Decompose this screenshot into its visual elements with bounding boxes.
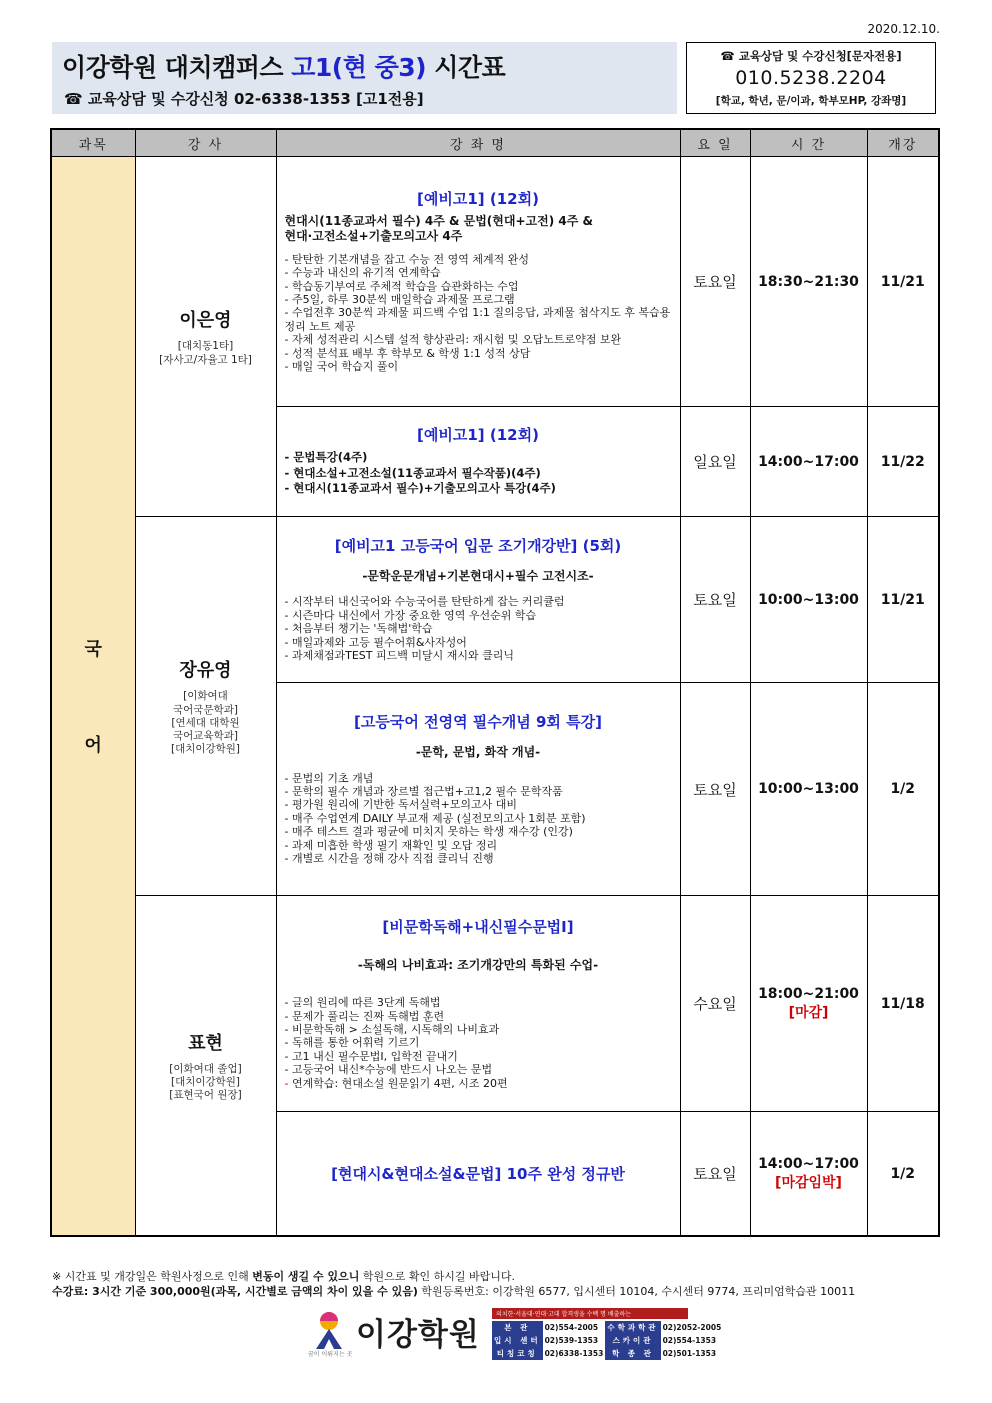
- sms-contact-box: [686, 42, 936, 114]
- course-time: 10:00~13:00: [750, 683, 867, 896]
- page-title: 이강학원 대치캠퍼스 고1(현 중3) 시간표: [62, 53, 506, 82]
- list-item: - 매주 수업연계 DAILY 부교재 제공 (실전모의고사 1회분 포함): [284, 811, 586, 825]
- deadline-badge: [마감]: [788, 1004, 829, 1021]
- course-cell: [276, 1112, 680, 1236]
- col-time: 시 간: [750, 129, 867, 157]
- course-subtitle: -문학운문개념+기본현대시+필수 고전시조-: [362, 568, 594, 583]
- teacher-cell: [135, 517, 276, 896]
- course-time: 10:00~13:00: [750, 517, 867, 683]
- course-time: 14:00~17:00: [750, 407, 867, 517]
- list-item: - 비문학독해 > 소설독해, 시독해의 나비효과: [284, 1022, 500, 1036]
- course-bullets: [285, 450, 672, 497]
- course-day: 토요일: [680, 683, 750, 896]
- course-cell: [276, 896, 680, 1112]
- branch-name: 본 관: [492, 1321, 543, 1334]
- list-item: - 시작부터 내신국어와 수능국어를 탄탄하게 잡는 커리큘럼: [284, 595, 565, 609]
- table-row: [51, 517, 939, 683]
- col-teacher: 강 사: [135, 129, 276, 157]
- course-title: [고등국어 전영역 필수개념 9회 특강]: [354, 713, 602, 732]
- teacher-credential: [자사고/자율고 1타]: [159, 353, 252, 366]
- course-cell: [276, 407, 680, 517]
- document-date: 2020.12.10.: [867, 22, 940, 36]
- list-item: - 학습동기부여로 주체적 학습을 습관화하는 수업: [284, 279, 519, 293]
- course-title: [예비고1] (12회): [417, 189, 539, 208]
- list-item: - 문학의 필수 개념과 장르별 접근법+고1,2 필수 문학작품: [284, 784, 563, 798]
- list-item: - 평가원 원리에 기반한 독서실력+모의고사 대비: [284, 798, 518, 812]
- table-row: [492, 1334, 723, 1347]
- course-subtitle: 현대시(11종교과서 필수) 4주 & 문법(현대+고전) 4주 & 현대·고전소설+기출모의고사 4주: [284, 213, 593, 244]
- list-item: - 연계학습: 현대소설 원문읽기 4편, 시조 20편: [284, 1076, 508, 1090]
- course-cell: [276, 683, 680, 896]
- branch-phone: 02)554-1353: [662, 1336, 717, 1345]
- table-row: [492, 1347, 723, 1360]
- course-time: 18:00~21:00: [758, 985, 859, 1002]
- list-item: - 문제가 풀리는 진짜 독해법 훈련: [284, 1009, 445, 1023]
- table-header-row: [51, 129, 939, 157]
- teacher-credential: 국어국문학과]: [173, 703, 238, 716]
- list-item: - 처음부터 챙기는 '독해법'학습: [284, 622, 433, 636]
- table-row: [492, 1321, 723, 1334]
- course-time-cell: [750, 1112, 867, 1236]
- course-cell: [276, 517, 680, 683]
- title-grade: 고1(현 중3): [291, 53, 427, 82]
- teacher-credential: [대치이강학원]: [170, 742, 241, 755]
- list-item: - 개별로 시간을 정해 강사 직접 클리닉 진행: [284, 851, 494, 865]
- teacher-credential: [이화여대 졸업]: [169, 1062, 242, 1075]
- course-start: 1/2: [867, 1112, 939, 1236]
- col-subject: 과목: [51, 129, 135, 157]
- teacher-name: 표현: [188, 1032, 223, 1054]
- branch-phone: 02)2052-2005: [662, 1323, 722, 1332]
- list-item: - 고등국어 내신*수능에 반드시 나오는 문법: [284, 1063, 493, 1077]
- course-day: 일요일: [680, 407, 750, 517]
- list-item: - 성적 분석표 배부 후 학부모 & 학생 1:1 성적 상담: [284, 346, 531, 360]
- course-time: 18:30~21:30: [750, 157, 867, 407]
- course-start: 11/21: [867, 517, 939, 683]
- list-item: - 현대소설+고전소설(11종교과서 필수작품)(4주): [284, 465, 541, 480]
- course-day: 토요일: [680, 157, 750, 407]
- list-item: - 수업전후 30분씩 과제물 피드백 수업 1:1 질의응답, 과제물 첨삭지도 후 복습용 정리 노트 제공: [284, 306, 671, 333]
- course-day: 토요일: [680, 1112, 750, 1236]
- course-time-cell: [750, 896, 867, 1112]
- branch-contacts: [492, 1308, 722, 1360]
- academy-name: 이강학원: [356, 1317, 480, 1353]
- teacher-name: 이은영: [179, 310, 232, 332]
- sms-contact-phone: 010.5238.2204: [735, 67, 887, 89]
- list-item: - 현대시(11종교과서 필수)+기출모의고사 특강(4주): [284, 481, 556, 496]
- course-bullets: [285, 253, 672, 374]
- branch-phone: 02)554-2005: [544, 1323, 599, 1332]
- list-item: - 글의 원리에 따른 3단계 독해법: [284, 996, 441, 1010]
- col-day: 요 일: [680, 129, 750, 157]
- branch-phone: 02)6338-1353: [544, 1349, 604, 1358]
- list-item: - 과제채점과TEST 피드백 미달시 재시와 클리닉: [284, 648, 514, 662]
- course-title: [예비고1 고등국어 입문 조기개강반] (5회): [334, 536, 622, 555]
- footer-fee: 수강료: 3시간 기준 300,000원(과목, 시간별로 금액의 차이 있을 수 있음) 학원등록번호: 이강학원 6577, 입시센터 10104, 수시센터 9774, 프리미엄학습관 10011: [52, 1285, 856, 1298]
- teacher-credential: [이화여대: [183, 690, 228, 703]
- course-title: [예비고1] (12회): [417, 426, 539, 445]
- course-time: 14:00~17:00: [758, 1155, 859, 1172]
- course-start: 11/22: [867, 407, 939, 517]
- header-banner: [52, 42, 677, 114]
- academy-slogan: 꿈이 이뤄지는 곳: [308, 1351, 353, 1358]
- list-item: - 수능과 내신의 유기적 연계학습: [284, 266, 441, 280]
- course-subtitle: -문학, 문법, 화작 개념-: [415, 745, 541, 760]
- subject-cell: 국 어: [51, 157, 135, 1237]
- course-bullets: [285, 996, 672, 1090]
- teacher-cell: [135, 896, 276, 1236]
- course-day: 수요일: [680, 896, 750, 1112]
- teacher-credential: [대치이강학원]: [170, 1076, 241, 1089]
- academy-logo: [308, 1305, 493, 1357]
- deadline-badge: [마감임박]: [775, 1174, 842, 1191]
- list-item: - 고1 내신 필수문법Ⅰ, 입학전 끝내기: [284, 1049, 458, 1063]
- teacher-name: 장유영: [179, 660, 232, 682]
- header-phone: ☎ 교육상담 및 수강신청 02-6338-1353 [고1전용]: [64, 90, 424, 108]
- branch-phone: 02)501-1353: [662, 1349, 717, 1358]
- timetable: [50, 128, 940, 1237]
- teacher-credential: 국어교육학과]: [173, 729, 238, 742]
- course-bullets: [285, 772, 672, 866]
- branch-name: 티칭코칭: [492, 1347, 543, 1360]
- course-title: [현대시&현대소설&문법] 10주 완성 정규반: [331, 1164, 625, 1183]
- footer-note: ※ 시간표 및 개강일은 학원사정으로 인해 변동이 생길 수 있으니 학원으로 확인 하시길 바랍니다.: [52, 1270, 515, 1283]
- list-item: - 과제 미흡한 학생 필기 재확인 및 오답 정리: [284, 838, 498, 852]
- list-item: - 매일과제와 고등 필수어휘&사자성어: [284, 635, 467, 649]
- branch-name: 스카이관: [605, 1334, 660, 1347]
- sms-contact-format: [학교, 학년, 문/이과, 학부모HP, 강좌명]: [715, 95, 907, 107]
- branch-name: 수학과학관: [607, 1323, 659, 1332]
- branch-table: [492, 1321, 723, 1360]
- list-item: - 문법의 기초 개념: [284, 771, 374, 785]
- course-start: 1/2: [867, 683, 939, 896]
- list-item: - 독해를 통한 어휘력 기르기: [284, 1036, 420, 1050]
- table-row: [51, 896, 939, 1112]
- list-item: - 매일 국어 학습지 풀이: [284, 360, 399, 374]
- course-bullets: [285, 595, 672, 662]
- list-item: - 주5일, 하루 30분씩 매일학습 과제물 프로그램: [284, 293, 515, 307]
- course-subtitle: -독해의 나비효과: 조기개강만의 특화된 수업-: [357, 957, 599, 972]
- course-title: [비문학독해+내신필수문법Ⅰ]: [382, 917, 574, 936]
- branch-tagline: 의치한·서울대·연대·고대 합격생을 수백 명 배출하는: [492, 1308, 688, 1319]
- list-item: - 시즌마다 내신에서 가장 중요한 영역 우선순위 학습: [284, 608, 537, 622]
- teacher-credential: [연세대 대학원: [171, 716, 240, 729]
- col-start: 개강: [867, 129, 939, 157]
- sms-contact-label: ☎ 교육상담 및 수강신청[문자전용]: [720, 49, 902, 63]
- branch-phone: 02)539-1353: [544, 1336, 599, 1345]
- table-row: [51, 157, 939, 407]
- list-item: - 문법특강(4주): [284, 450, 368, 465]
- branch-name: 학 종 관: [605, 1347, 660, 1360]
- list-item: - 자체 성적관리 시스템 설적 향상관리: 재시험 및 오답노트로약점 보완: [284, 333, 622, 347]
- academy-logo-mark-icon: [308, 1309, 350, 1351]
- teacher-cell: [135, 157, 276, 517]
- course-start: 11/21: [867, 157, 939, 407]
- col-course: 강 좌 명: [276, 129, 680, 157]
- list-item: - 매주 테스트 결과 평균에 미치지 못하는 학생 재수강 (인강): [284, 825, 573, 839]
- teacher-credential: [표현국어 원장]: [169, 1089, 242, 1102]
- teacher-credential: [대치동1타]: [177, 340, 234, 353]
- course-start: 11/18: [867, 896, 939, 1112]
- course-cell: [276, 157, 680, 407]
- list-item: - 탄탄한 기본개념을 잡고 수능 전 영역 체계적 완성: [284, 252, 529, 266]
- course-day: 토요일: [680, 517, 750, 683]
- branch-name: 입시 센터: [494, 1336, 541, 1345]
